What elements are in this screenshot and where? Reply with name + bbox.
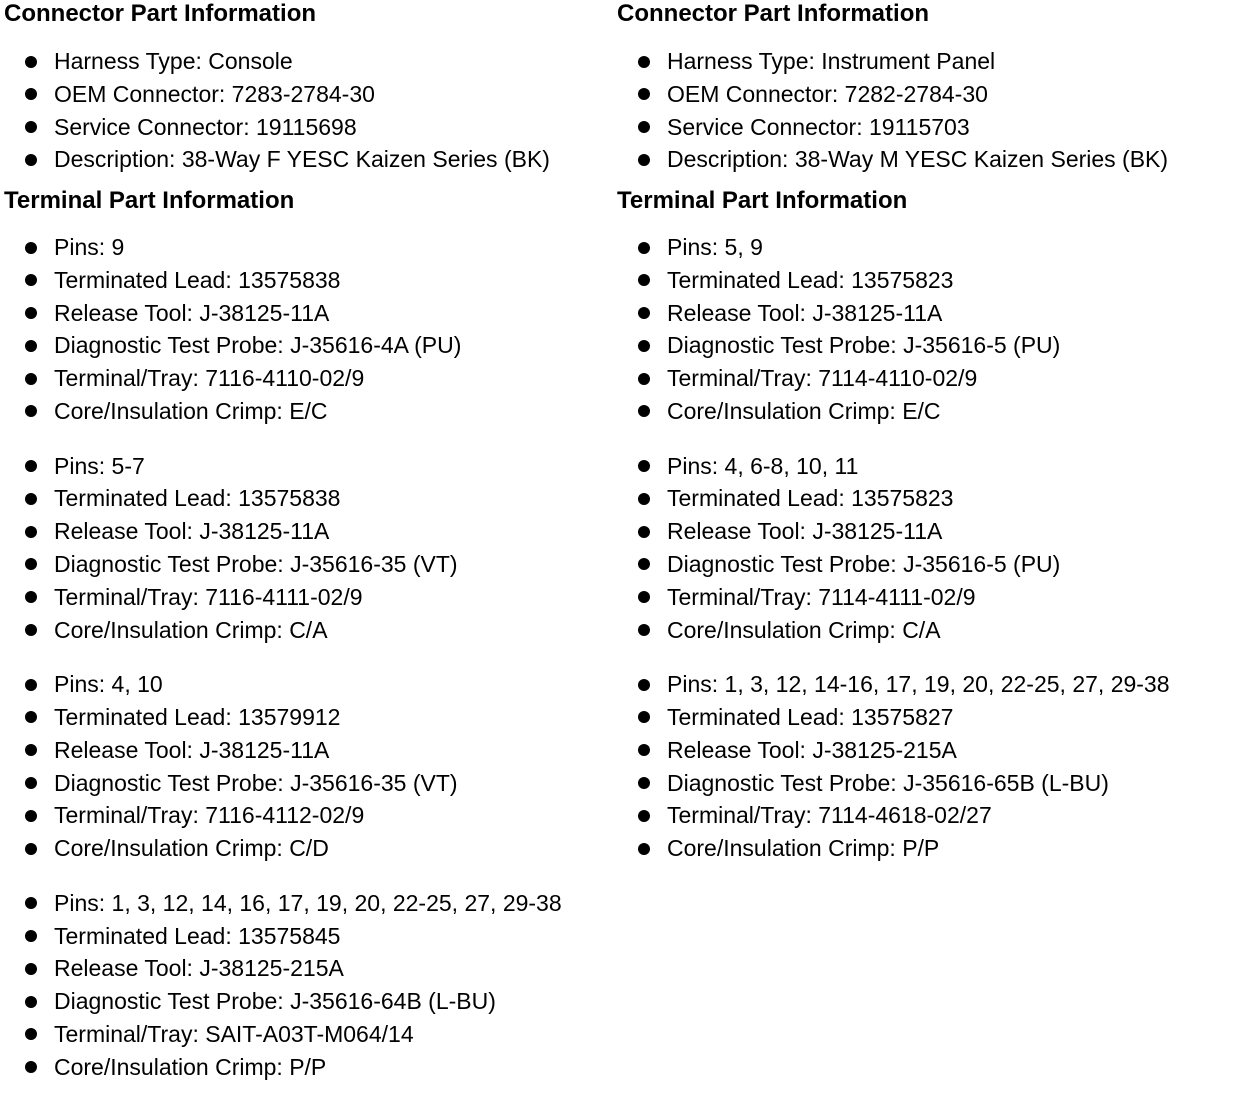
- bullet-icon: [638, 405, 650, 417]
- list-item: Pins: 4, 10: [4, 668, 614, 701]
- list-item: Pins: 1, 3, 12, 14-16, 17, 19, 20, 22-25, 27, 29-38: [617, 668, 1245, 701]
- bullet-icon: [25, 493, 37, 505]
- bullet-icon: [25, 963, 37, 975]
- bullet-icon: [638, 810, 650, 822]
- bullet-icon: [638, 591, 650, 603]
- list-item: Terminated Lead: 13575845: [4, 920, 614, 953]
- list-item: Terminal/Tray: 7116-4112-02/9: [4, 799, 614, 832]
- bullet-icon: [25, 340, 37, 352]
- list-item: Pins: 9: [4, 231, 614, 264]
- list-item: Release Tool: J-38125-11A: [617, 515, 1245, 548]
- bullet-icon: [638, 526, 650, 538]
- bullet-icon: [25, 1061, 37, 1073]
- list-item: Release Tool: J-38125-11A: [617, 297, 1245, 330]
- list-item: Core/Insulation Crimp: C/A: [617, 614, 1245, 647]
- list-item: Core/Insulation Crimp: P/P: [617, 832, 1245, 865]
- bullet-icon: [638, 624, 650, 636]
- list-item: Terminal/Tray: 7114-4111-02/9: [617, 581, 1245, 614]
- list-item: Description: 38-Way M YESC Kaizen Series (BK): [617, 143, 1245, 176]
- list-item: Core/Insulation Crimp: E/C: [617, 395, 1245, 428]
- list-item: Core/Insulation Crimp: C/D: [4, 832, 614, 865]
- list-item: Diagnostic Test Probe: J-35616-5 (PU): [617, 329, 1245, 362]
- list-item: Harness Type: Instrument Panel: [617, 45, 1245, 78]
- list-item: Service Connector: 19115703: [617, 111, 1245, 144]
- list-item: Service Connector: 19115698: [4, 111, 614, 144]
- bullet-icon: [25, 242, 37, 254]
- bullet-icon: [25, 996, 37, 1008]
- bullet-icon: [638, 558, 650, 570]
- terminal-group: [4, 450, 614, 647]
- list-item: Release Tool: J-38125-11A: [4, 297, 614, 330]
- bullet-icon: [25, 777, 37, 789]
- list-item: Diagnostic Test Probe: J-35616-5 (PU): [617, 548, 1245, 581]
- list-item: Terminated Lead: 13575827: [617, 701, 1245, 734]
- list-item: Pins: 1, 3, 12, 14, 16, 17, 19, 20, 22-25, 27, 29-38: [4, 887, 614, 920]
- bullet-icon: [25, 679, 37, 691]
- bullet-icon: [25, 88, 37, 100]
- bullet-icon: [638, 274, 650, 286]
- bullet-icon: [25, 307, 37, 319]
- connector-heading: Connector Part Information: [4, 0, 317, 27]
- list-item: Release Tool: J-38125-11A: [4, 734, 614, 767]
- terminal-group: [617, 450, 1245, 647]
- terminal-groups: [4, 231, 614, 1084]
- bullet-icon: [25, 121, 37, 133]
- list-item: Release Tool: J-38125-215A: [617, 734, 1245, 767]
- terminal-group: [617, 668, 1245, 865]
- bullet-icon: [638, 679, 650, 691]
- bullet-icon: [25, 1028, 37, 1040]
- bullet-icon: [638, 843, 650, 855]
- bullet-icon: [638, 242, 650, 254]
- right-column: [617, 0, 1245, 887]
- list-item: Pins: 4, 6-8, 10, 11: [617, 450, 1245, 483]
- list-item: Diagnostic Test Probe: J-35616-65B (L-BU): [617, 767, 1245, 800]
- bullet-icon: [25, 56, 37, 68]
- list-item: Description: 38-Way F YESC Kaizen Series (BK): [4, 143, 614, 176]
- list-item: Terminated Lead: 13575838: [4, 482, 614, 515]
- list-item: Terminated Lead: 13575823: [617, 482, 1245, 515]
- bullet-icon: [25, 405, 37, 417]
- terminal-group: [617, 231, 1245, 428]
- connector-info-list: [617, 41, 1245, 187]
- list-item: Core/Insulation Crimp: E/C: [4, 395, 614, 428]
- terminal-heading: Terminal Part Information: [617, 187, 908, 214]
- bullet-icon: [638, 121, 650, 133]
- connector-info-list: [4, 41, 614, 187]
- list-item: OEM Connector: 7283-2784-30: [4, 78, 614, 111]
- list-item: Diagnostic Test Probe: J-35616-64B (L-BU): [4, 985, 614, 1018]
- bullet-icon: [25, 591, 37, 603]
- bullet-icon: [638, 340, 650, 352]
- list-item: OEM Connector: 7282-2784-30: [617, 78, 1245, 111]
- list-item: Terminal/Tray: SAIT-A03T-M064/14: [4, 1018, 614, 1051]
- bullet-icon: [25, 558, 37, 570]
- bullet-icon: [25, 373, 37, 385]
- terminal-groups: [617, 231, 1245, 865]
- terminal-group: [4, 887, 614, 1084]
- bullet-icon: [638, 154, 650, 166]
- list-item: Terminated Lead: 13575823: [617, 264, 1245, 297]
- bullet-icon: [638, 711, 650, 723]
- bullet-icon: [25, 460, 37, 472]
- bullet-icon: [638, 777, 650, 789]
- bullet-icon: [25, 744, 37, 756]
- bullet-icon: [25, 624, 37, 636]
- bullet-icon: [638, 493, 650, 505]
- bullet-icon: [25, 154, 37, 166]
- terminal-heading: Terminal Part Information: [4, 187, 295, 214]
- bullet-icon: [25, 897, 37, 909]
- list-item: Pins: 5, 9: [617, 231, 1245, 264]
- list-item: Pins: 5-7: [4, 450, 614, 483]
- bullet-icon: [25, 711, 37, 723]
- list-item: Diagnostic Test Probe: J-35616-4A (PU): [4, 329, 614, 362]
- list-item: Terminated Lead: 13575838: [4, 264, 614, 297]
- list-item: Core/Insulation Crimp: C/A: [4, 614, 614, 647]
- list-item: Terminal/Tray: 7116-4111-02/9: [4, 581, 614, 614]
- bullet-icon: [638, 460, 650, 472]
- bullet-icon: [25, 810, 37, 822]
- list-item: Terminal/Tray: 7114-4110-02/9: [617, 362, 1245, 395]
- list-item: Core/Insulation Crimp: P/P: [4, 1051, 614, 1084]
- bullet-icon: [25, 274, 37, 286]
- bullet-icon: [638, 373, 650, 385]
- list-item: Diagnostic Test Probe: J-35616-35 (VT): [4, 767, 614, 800]
- list-item: Terminal/Tray: 7116-4110-02/9: [4, 362, 614, 395]
- list-item: Harness Type: Console: [4, 45, 614, 78]
- bullet-icon: [638, 744, 650, 756]
- left-column: [4, 0, 614, 1105]
- bullet-icon: [25, 930, 37, 942]
- list-item: Terminal/Tray: 7114-4618-02/27: [617, 799, 1245, 832]
- bullet-icon: [638, 307, 650, 319]
- list-item: Terminated Lead: 13579912: [4, 701, 614, 734]
- list-item: Release Tool: J-38125-11A: [4, 515, 614, 548]
- bullet-icon: [25, 526, 37, 538]
- bullet-icon: [638, 56, 650, 68]
- list-item: Diagnostic Test Probe: J-35616-35 (VT): [4, 548, 614, 581]
- terminal-group: [4, 231, 614, 428]
- terminal-group: [4, 668, 614, 865]
- connector-heading: Connector Part Information: [617, 0, 930, 27]
- bullet-icon: [638, 88, 650, 100]
- bullet-icon: [25, 843, 37, 855]
- list-item: Release Tool: J-38125-215A: [4, 952, 614, 985]
